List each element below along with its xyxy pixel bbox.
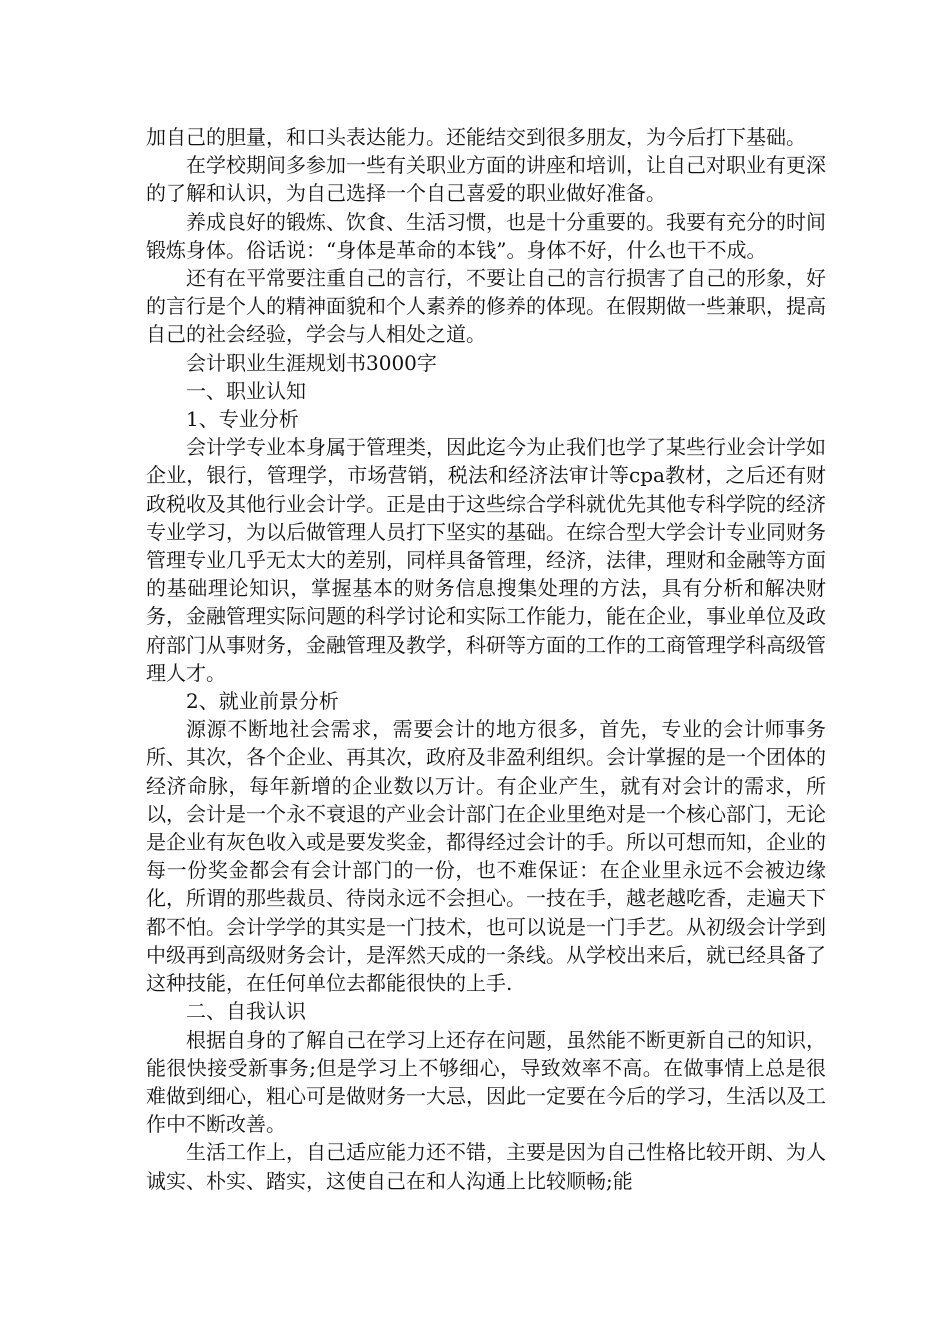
document-body <box>146 123 826 1195</box>
paragraph: 源源不断地社会需求，需要会计的地方很多，首先，专业的会计师事务所、其次，各个企业、再其次，政府及非盈利组织。会计掌握的是一个团体的经济命脉，每年新增的企业数以万计。有企业产生，就有对会计的需求，所以，会计是一个永不衰退的产业会计部门在企业里绝对是一个核心部门，无论是企业有灰色收入或是要发奖金，都得经过会计的手。所以可想而知，企业的每一份奖金都会有会计部门的一份，也不难保证：在企业里永远不会被边缘化，所谓的那些裁员、待岗永远不会担心。一技在手，越老越吃香，走遍天下都不怕。会计学学的其实是一门技术，也可以说是一门手艺。从初级会计学到中级再到高级财务会计，是浑然天成的一条线。从学校出来后，就已经具备了这种技能，在任何单位去都能很快的上手. <box>146 717 826 996</box>
subsection-heading: 1、专业分析 <box>186 407 299 432</box>
document-title: 会计职业生涯规划书3000字 <box>186 350 437 375</box>
paragraph: 还有在平常要注重自己的言行，不要让自己的言行损害了自己的形象，好的言行是个人的精神面貌和个人素养的修养的体现。在假期做一些兼职，提高自己的社会经验，学会与人相处之道。 <box>146 266 826 347</box>
paragraph: 养成良好的锻炼、饮食、生活习惯，也是十分重要的。我要有充分的时间锻炼身体。俗话说：“身体是革命的本钱”。身体不好，什么也干不成。 <box>146 209 826 262</box>
paragraph: 会计学专业本身属于管理类，因此迄今为止我们也学了某些行业会计学如企业，银行，管理学，市场营销，税法和经济法审计等cpa教材，之后还有财政税收及其他行业会计学。正是由于这些综合学科就优先其他专科学院的经济专业学习，为以后做管理人员打下坚实的基础。在综合型大学会计专业同财务管理专业几乎无太大的差别，同样具备管理，经济，法律，理财和金融等方面的基础理论知识，掌握基本的财务信息搜集处理的方法，具有分析和解决财务，金融管理实际问题的科学讨论和实际工作能力，能在企业，事业单位及政府部门从事财务，金融管理及教学，科研等方面的工作的工商管理学科高级管理人才。 <box>146 435 826 685</box>
subsection-heading: 2、就业前景分析 <box>186 689 339 714</box>
paragraph: 在学校期间多参加一些有关职业方面的讲座和培训，让自己对职业有更深的了解和认识，为自己选择一个自己喜爱的职业做好准备。 <box>146 153 826 206</box>
paragraph: 加自己的胆量，和口头表达能力。还能结交到很多朋友，为今后打下基础。 <box>146 125 806 149</box>
section-heading: 二、自我认识 <box>186 999 306 1024</box>
paragraph: 生活工作上，自己适应能力还不错，主要是因为自己性格比较开朗、为人诚实、朴实、踏实，这使自己在和人沟通上比较顺畅;能 <box>146 1140 826 1193</box>
paragraph: 根据自身的了解自己在学习上还存在问题，虽然能不断更新自己的知识，能很快接受新事务;但是学习上不够细心，导致效率不高。在做事情上总是很难做到细心，粗心可是做财务一大忌，因此一定要在今后的学习，生活以及工作中不断改善。 <box>146 1027 826 1137</box>
section-heading: 一、职业认知 <box>186 378 306 403</box>
